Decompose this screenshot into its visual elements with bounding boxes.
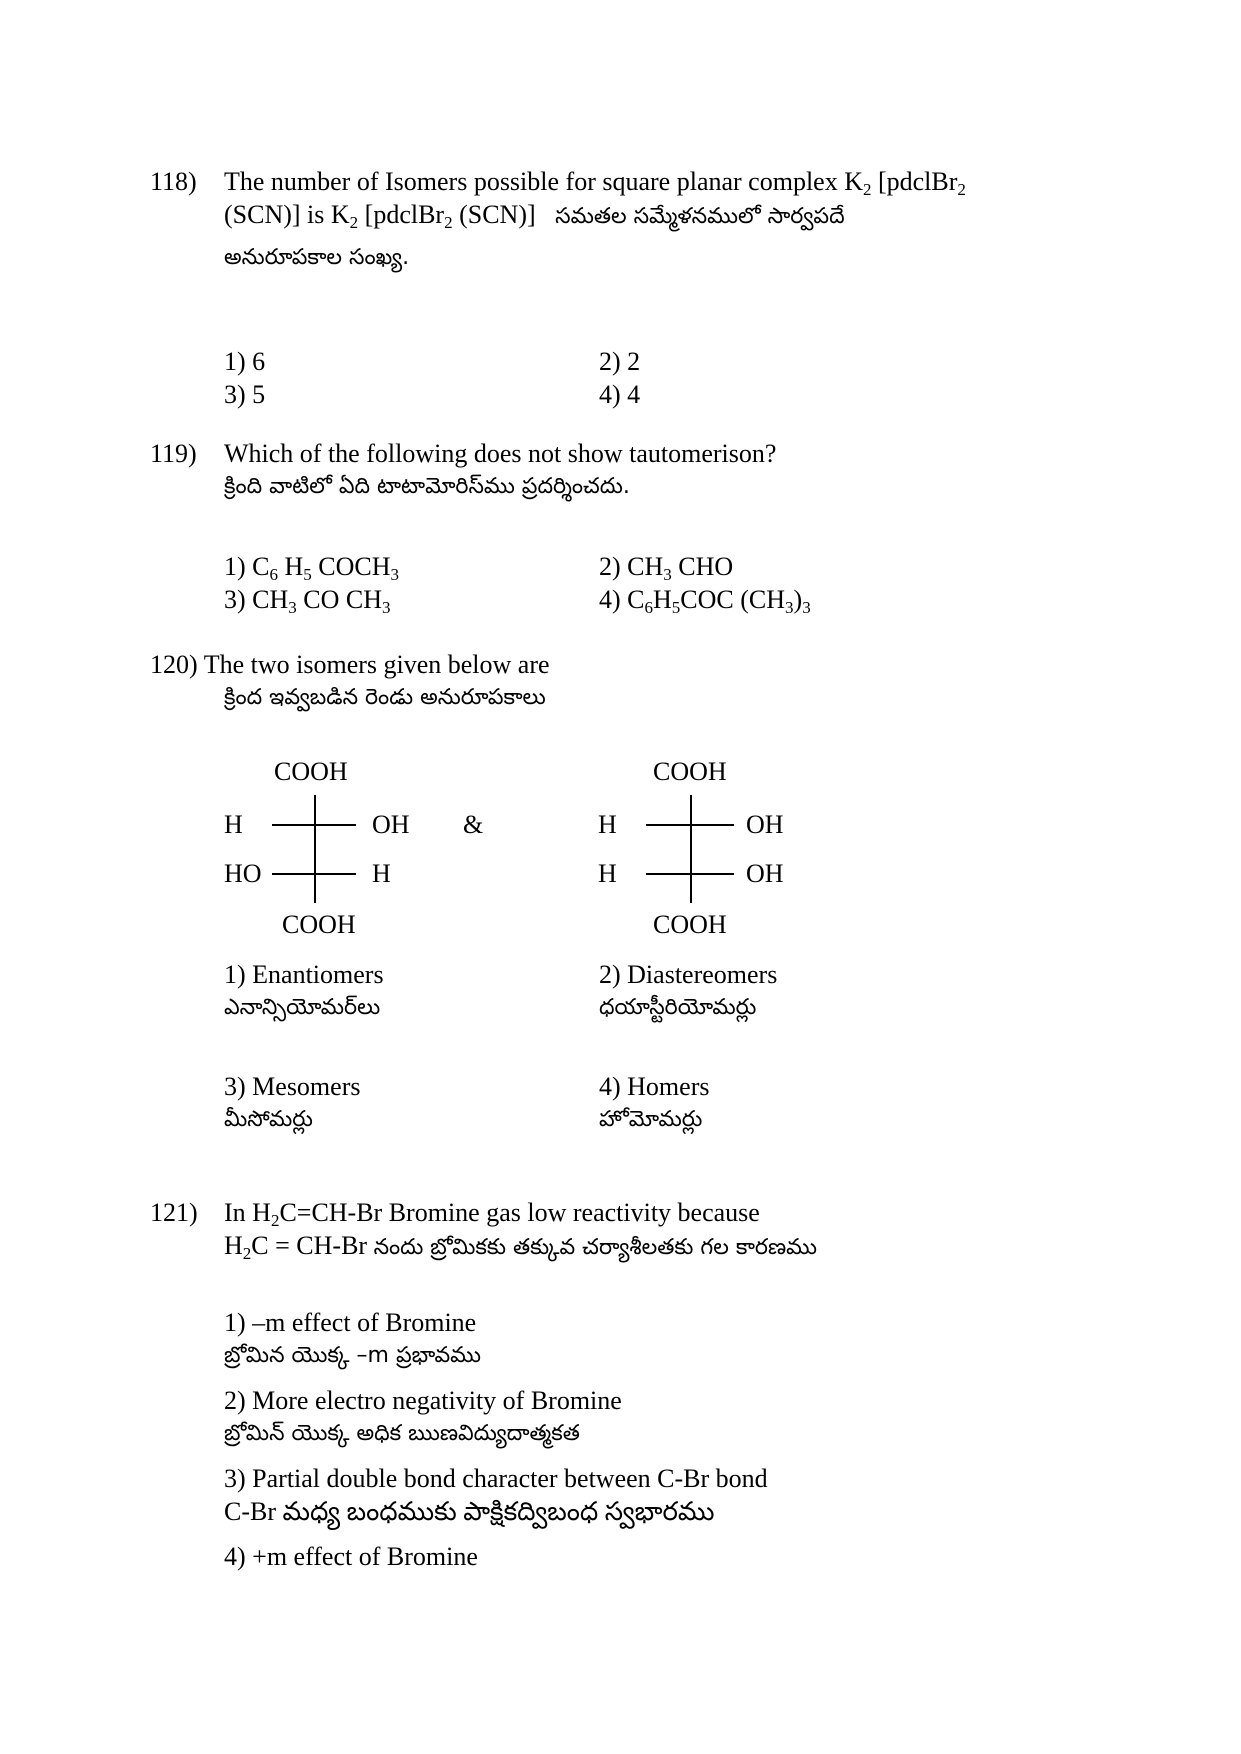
question-text-en: In $H_2C=CH-Br$ Bromine gas low reactivity because [224,1198,760,1230]
row1-left: H [598,810,617,839]
row2-left: HO [224,859,262,888]
option-2[interactable]: 2) $CH_3$ CHO [599,552,734,584]
option-1[interactable]: 1) –m effect of Bromine బ్రోమిన యొక్క –m ప్రభావము [224,1308,482,1368]
option-3[interactable]: 3) 5 [224,380,266,409]
question-text-en: 120) The two isomers given below are [150,650,550,679]
row1-right: OH [746,810,784,839]
top-group: COOH [653,757,727,786]
option-2[interactable]: 2) More electro negativity of Bromine బ్రోమిన్ యొక్క అధిక ఋణవిద్యుదాత్మకత [224,1386,622,1446]
bottom-group: COOH [282,910,356,939]
option-1[interactable]: 1) 6 [224,347,266,376]
question-119 [150,437,1100,503]
option-1[interactable]: 1) Enantiomers ఎనాన్సియోమర్‌లు [224,960,384,1020]
question-text-te: క్రింది వాటిలో ఏది టాటామోరిస్‌ము ప్రదర్శించదు. [224,474,630,499]
question-text-en: The number of Isomers possible for square planar complex $K_2$ [pdclBr$_2$ [224,167,966,199]
bottom-group: COOH [653,910,727,939]
option-1[interactable]: 1) $C_6$ $H_5$ $COCH_3$ [224,552,400,584]
option-4[interactable]: 4) Homers హోమోమర్లు [599,1072,710,1132]
question-text-te: $H_2C = CH-Br$ నందు బ్రోమికకు తక్కువ చర్యాశీలతకు గల కారణము [224,1231,818,1263]
row1-left: H [224,810,243,839]
question-text-en-2: (SCN)] is $K_2$ [pdclBr$_2$ (SCN)] సమతల సమ్మేళనములో సార్వపదే [224,200,845,232]
question-118 [150,165,1100,274]
option-2[interactable]: 2) Diastereomers ధయాస్టీరియోమర్లు [599,960,778,1020]
row1-right: OH [372,810,410,839]
ampersand: & [463,810,484,839]
option-3[interactable]: 3) $CH_3$ CO $CH_3$ [224,585,391,617]
option-3[interactable]: 3) Partial double bond character between C-Br bond C-Br మధ్య బంధముకు పాక్షికద్విబంధ స్వభారము [224,1464,768,1526]
fischer-projection-left [224,755,424,945]
question-text-te: క్రింద ఇవ్వబడిన రెండు అనురూపకాలు [224,685,546,710]
fischer-projection-right [598,755,798,945]
question-number: 118) [150,167,197,196]
row2-left: H [598,859,617,888]
question-number: 119) [150,439,197,468]
question-number: 121) [150,1198,198,1227]
option-4[interactable]: 4) $C_6H_5COC$ $(CH_3)_3$ [599,585,811,617]
question-number: 120) [150,650,198,679]
question-text-en: Which of the following does not show tautomerison? [224,439,777,468]
option-4[interactable]: 4) +m effect of Bromine [224,1542,478,1571]
question-121 [150,1196,1100,1264]
row2-right: H [372,859,391,888]
question-text-te: సమతల సమ్మేళనములో సార్వపదే [555,204,845,229]
question-text-te-2: అనురూపకాల సంఖ్య. [224,245,410,270]
option-3[interactable]: 3) Mesomers మీసోమర్లు [224,1072,361,1132]
option-2[interactable]: 2) 2 [599,347,641,376]
option-4[interactable]: 4) 4 [599,380,641,409]
row2-right: OH [746,859,784,888]
top-group: COOH [274,757,348,786]
question-120 [150,648,1100,714]
